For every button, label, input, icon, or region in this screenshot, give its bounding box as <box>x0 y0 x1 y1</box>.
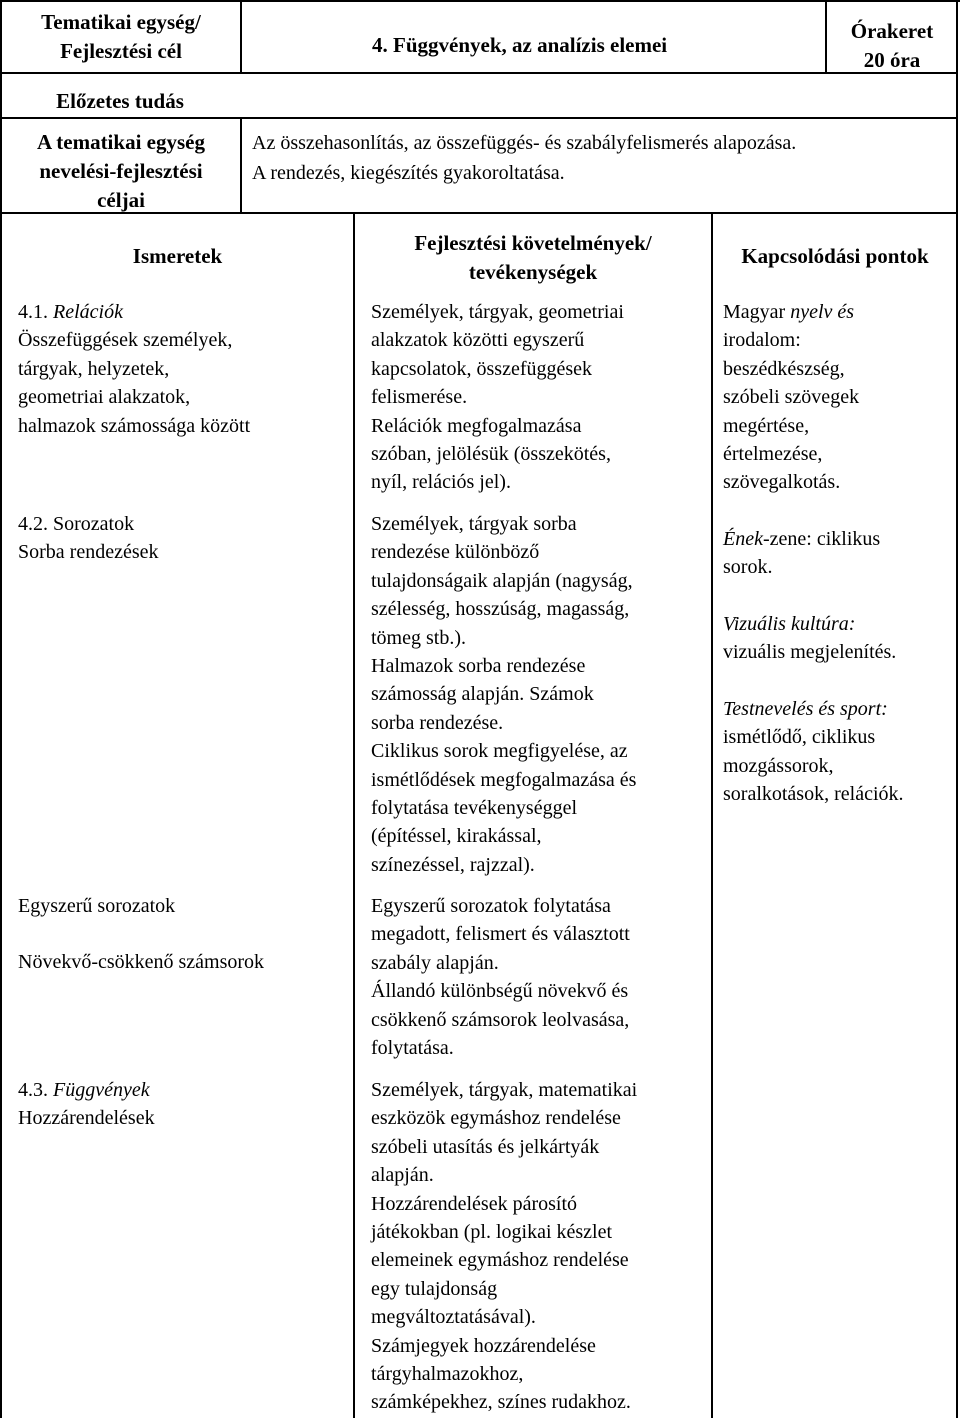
column-header-kapcsolodasi: Kapcsolódási pontok <box>741 244 929 268</box>
section-title: Függvények <box>53 1079 150 1101</box>
label-line: céljai <box>97 188 145 212</box>
section-heading <box>18 298 353 326</box>
text-line: Személyek, tárgyak, matematikai <box>371 1079 638 1101</box>
text-line: rendezése különböző <box>371 541 540 564</box>
text-line: szélesség, hosszúság, magasság, <box>371 598 630 621</box>
text-line: ismétlődő, ciklikus <box>723 726 876 749</box>
italic-text: Vizuális kultúra: <box>723 613 856 635</box>
header-line: tevékenységek <box>468 260 598 284</box>
text-line: sorba rendezése. <box>371 711 504 734</box>
text-line: tömeg stb.). <box>371 626 466 649</box>
text-line: megadott, felismert és választott <box>371 923 630 946</box>
text-line: Halmazok sorba rendezése <box>371 655 586 678</box>
text-line: Számjegyek hozzárendelése <box>371 1334 596 1357</box>
kapcsolodas-vizualis <box>723 610 957 667</box>
text-line: Hozzárendelések párosító <box>371 1192 578 1215</box>
text-line: vizuális megjelenítés. <box>723 641 897 664</box>
text-line: egy tulajdonság <box>371 1277 498 1300</box>
section-number: 4.1. <box>18 301 53 323</box>
fejlesztes-block-2 <box>371 510 711 879</box>
row-divider <box>0 117 958 119</box>
text-line: Összefüggések személyek, <box>18 329 233 352</box>
text-line: kapcsolatok, összefüggések <box>371 357 593 380</box>
column-header-ismeretek: Ismeretek <box>132 244 223 268</box>
text-line: számképekhez, színes rudakhoz. <box>371 1391 631 1414</box>
subject-name-italic: Ének <box>723 528 763 550</box>
kapcsolodas-enek <box>723 525 957 582</box>
text-line: szóban, jelölésük (összekötés, <box>371 443 611 466</box>
text-line: megváltoztatásával). <box>371 1306 536 1329</box>
text-line: Hozzárendelések <box>18 1107 155 1130</box>
text-line: szóbeli szövegek <box>723 386 860 409</box>
fejlesztes-block-3 <box>371 892 711 1062</box>
text-line: tárgyhalmazokhoz, <box>371 1363 524 1386</box>
column-header-fejlesztesi <box>355 229 711 287</box>
text-line: beszédkészség, <box>723 357 845 380</box>
section-heading <box>18 1076 353 1104</box>
text-line: mozgássorok, <box>723 754 834 777</box>
text-line: Személyek, tárgyak, geometriai <box>371 301 624 323</box>
ismeretek-sorozatok <box>18 892 353 977</box>
page-title: 4. Függvények, az analízis elemei <box>372 33 668 57</box>
section-heading: 4.2. Sorozatok <box>18 513 135 535</box>
fejlesztes-block-4 <box>371 1076 711 1417</box>
orakeret <box>827 17 957 75</box>
text-line: Személyek, tárgyak sorba <box>371 513 577 535</box>
text-line: irodalom: <box>723 329 801 352</box>
text-line: megértése, <box>723 414 810 437</box>
text-line: Az összehasonlítás, az összefüggés- és szabályfelismerés alapozása. <box>252 132 797 154</box>
text-line: szóbeli utasítás és jelkártyák <box>371 1135 600 1158</box>
text-line: alakzatok közötti egyszerű <box>371 329 585 352</box>
text-line: (építéssel, kirakással, <box>371 825 542 848</box>
text-line: A rendezés, kiegészítés gyakoroltatása. <box>252 162 565 184</box>
text-line: játékokban (pl. logikai készlet <box>371 1221 613 1244</box>
section-number: 4.3. <box>18 1079 53 1101</box>
text-line: szövegalkotás. <box>723 471 841 494</box>
orakeret-value: 20 óra <box>863 48 921 72</box>
column-divider <box>353 212 355 1418</box>
elozetes-tudas-label: Előzetes tudás <box>56 89 184 113</box>
subject-name: -zene: ciklikus <box>762 528 881 550</box>
text-line: sorok. <box>723 556 773 579</box>
text-line: Állandó különbségű növekvő és <box>371 980 629 1003</box>
kapcsolodas-testneveles <box>723 695 957 809</box>
text-line: folytatása. <box>371 1037 454 1060</box>
text-line: elemeinek egymáshoz rendelése <box>371 1249 629 1272</box>
text-line: halmazok számossága között <box>18 414 251 437</box>
subject-name-italic <box>723 695 957 723</box>
fejlesztes-block-1 <box>371 298 711 497</box>
text-line: nyíl, relációs jel). <box>371 471 511 494</box>
text-line: színezéssel, rajzzal). <box>371 853 535 876</box>
subject-name-italic <box>723 610 957 638</box>
text-line: Sorba rendezések <box>18 541 159 564</box>
text-line: számosság alapján. Számok <box>371 683 594 706</box>
text-line <box>723 298 957 326</box>
text-line: szabály alapján. <box>371 951 499 974</box>
column-divider <box>711 212 713 1418</box>
text-line <box>723 525 957 553</box>
text-line: soralkotások, relációk. <box>723 783 904 806</box>
text-line: Egyszerű sorozatok folytatása <box>371 895 611 917</box>
celok-text <box>252 128 952 188</box>
subject-name-italic: nyelv és <box>790 301 855 323</box>
ismeretek-4-1 <box>18 298 353 440</box>
section-title: Relációk <box>53 301 123 323</box>
text-line: csökkenő számsorok leolvasása, <box>371 1008 630 1031</box>
ismeretek-4-2 <box>18 510 353 567</box>
table-border-top <box>0 0 960 2</box>
text-line: tulajdonságaik alapján (nagyság, <box>371 569 633 592</box>
label-line: Tematikai egység/ <box>41 10 201 34</box>
ismeretek-4-3 <box>18 1076 353 1133</box>
italic-text: Testnevelés és sport: <box>723 698 888 720</box>
label-line: Fejlesztési cél <box>60 39 182 63</box>
text-line: eszközök egymáshoz rendelése <box>371 1107 621 1130</box>
celok-label <box>2 128 240 215</box>
label-line: nevelési-fejlesztési <box>39 159 203 183</box>
column-divider <box>240 118 242 213</box>
text-line: folytatása tevékenységgel <box>371 797 578 820</box>
subject-name: Magyar <box>723 301 791 323</box>
text-line: ismétlődések megfogalmazása és <box>371 768 637 791</box>
text-line: értelmezése, <box>723 443 823 466</box>
header-line: Fejlesztési követelmények/ <box>414 231 652 255</box>
text-line: Egyszerű sorozatok <box>18 895 176 917</box>
row-divider <box>0 72 958 74</box>
spacer <box>18 920 353 948</box>
kapcsolodas-magyar <box>723 298 957 497</box>
text-line: felismerése. <box>371 386 468 409</box>
tematikai-egyseg-label <box>2 8 240 66</box>
text-line: Relációk megfogalmazása <box>371 414 582 437</box>
text-line: alapján. <box>371 1164 434 1187</box>
orakeret-label: Órakeret <box>850 19 934 43</box>
text-line: tárgyak, helyzetek, <box>18 357 170 380</box>
label-line: A tematikai egység <box>37 130 205 154</box>
text-line: geometriai alakzatok, <box>18 386 191 409</box>
text-line: Ciklikus sorok megfigyelése, az <box>371 740 628 763</box>
column-divider <box>240 0 242 73</box>
text-line: Növekvő-csökkenő számsorok <box>18 951 265 974</box>
